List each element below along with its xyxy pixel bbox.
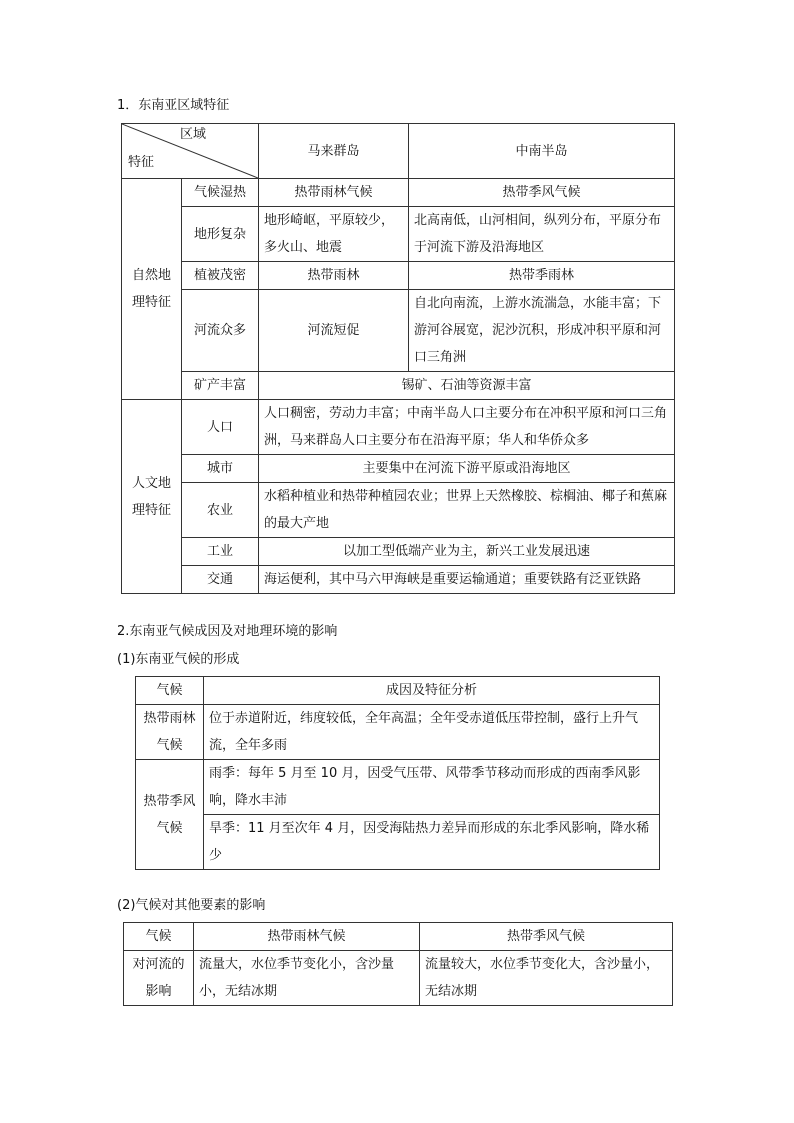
monsoon-wet-season: 雨季：每年 5 月至 10 月，因受气压带、风带季节移动而形成的西南季风影响，降水丰沛 — [204, 760, 660, 815]
table-row — [122, 483, 675, 538]
section1-title: 1．东南亚区域特征 — [117, 98, 230, 113]
merged-cell: 以加工型低端产业为主，新兴工业发展迅速 — [259, 538, 675, 566]
climate-name-rainforest: 热带雨林气候 — [136, 705, 204, 760]
col-header-analysis: 成因及特征分析 — [204, 677, 660, 705]
malay-cell: 地形崎岖，平原较少，多火山、地震 — [259, 207, 409, 262]
malay-cell: 热带雨林气候 — [259, 179, 409, 207]
subsection1-title: (1)东南亚气候的形成 — [117, 652, 240, 667]
merged-cell: 水稻种植业和热带种植园农业；世界上天然橡胶、棕榈油、椰子和蕉麻的最大产地 — [259, 483, 675, 538]
indochina-cell: 热带季雨林 — [409, 262, 675, 290]
feature-cell: 人口 — [182, 400, 259, 455]
rainforest-river-impact: 流量大，水位季节变化小，含沙量小，无结冰期 — [194, 951, 420, 1006]
feature-cell: 地形复杂 — [182, 207, 259, 262]
feature-cell: 河流众多 — [182, 290, 259, 372]
col-header-indochina: 中南半岛 — [409, 124, 675, 179]
feature-cell: 植被茂密 — [182, 262, 259, 290]
feature-cell: 矿产丰富 — [182, 372, 259, 400]
table-row — [122, 400, 675, 455]
merged-cell: 海运便利，其中马六甲海峡是重要运输通道；重要铁路有泛亚铁路 — [259, 566, 675, 594]
feature-cell: 工业 — [182, 538, 259, 566]
subsection2-title: (2)气候对其他要素的影响 — [117, 898, 266, 913]
region-features-table — [121, 123, 675, 594]
feature-cell: 城市 — [182, 455, 259, 483]
table-row — [122, 538, 675, 566]
indochina-cell: 北高南低，山河相间，纵列分布，平原分布于河流下游及沿海地区 — [409, 207, 675, 262]
table-header-row — [136, 677, 660, 705]
table-row — [122, 566, 675, 594]
merged-cell: 锡矿、石油等资源丰富 — [259, 372, 675, 400]
group-human: 人文地理特征 — [122, 400, 182, 594]
col-header-climate: 气候 — [136, 677, 204, 705]
table-row — [124, 951, 673, 1006]
merged-cell: 主要集中在河流下游平原或沿海地区 — [259, 455, 675, 483]
table-row — [122, 179, 675, 207]
merged-cell: 人口稠密，劳动力丰富；中南半岛人口主要分布在冲积平原和河口三角洲，马来群岛人口主要分布在沿海平原；华人和华侨众多 — [259, 400, 675, 455]
col-header-rainforest: 热带雨林气候 — [194, 923, 420, 951]
indochina-cell: 自北向南流，上游水流湍急，水能丰富；下游河谷展宽，泥沙沉积，形成冲积平原和河口三角洲 — [409, 290, 675, 372]
monsoon-dry-season: 旱季：11 月至次年 4 月，因受海陆热力差异而形成的东北季风影响，降水稀少 — [204, 815, 660, 870]
diag-label-feature: 特征 — [128, 155, 155, 170]
climate-formation-table — [135, 676, 660, 870]
malay-cell: 热带雨林 — [259, 262, 409, 290]
diagonal-header-cell — [122, 124, 259, 179]
table-row — [136, 815, 660, 870]
rainforest-analysis: 位于赤道附近，纬度较低，全年高温；全年受赤道低压带控制，盛行上升气流，全年多雨 — [204, 705, 660, 760]
table-row — [136, 705, 660, 760]
table-row — [122, 372, 675, 400]
malay-cell: 河流短促 — [259, 290, 409, 372]
feature-cell: 气候湿热 — [182, 179, 259, 207]
table-header-row — [124, 923, 673, 951]
monsoon-river-impact: 流量较大，水位季节变化大，含沙量小，无结冰期 — [420, 951, 673, 1006]
section2-title: 2.东南亚气候成因及对地理环境的影响 — [117, 624, 338, 639]
climate-impact-table — [123, 922, 673, 1006]
climate-name-monsoon: 热带季风气候 — [136, 760, 204, 870]
col-header-malay: 马来群岛 — [259, 124, 409, 179]
table-header-row — [122, 124, 675, 179]
col-header-monsoon: 热带季风气候 — [420, 923, 673, 951]
table-row — [122, 455, 675, 483]
table-row — [122, 262, 675, 290]
table-row — [122, 207, 675, 262]
diag-label-region: 区域 — [179, 127, 206, 142]
table-row — [136, 760, 660, 815]
col-header-climate: 气候 — [124, 923, 194, 951]
table-row — [122, 290, 675, 372]
feature-cell: 农业 — [182, 483, 259, 538]
row-label-river-impact: 对河流的影响 — [124, 951, 194, 1006]
feature-cell: 交通 — [182, 566, 259, 594]
indochina-cell: 热带季风气候 — [409, 179, 675, 207]
group-natural: 自然地理特征 — [122, 179, 182, 400]
